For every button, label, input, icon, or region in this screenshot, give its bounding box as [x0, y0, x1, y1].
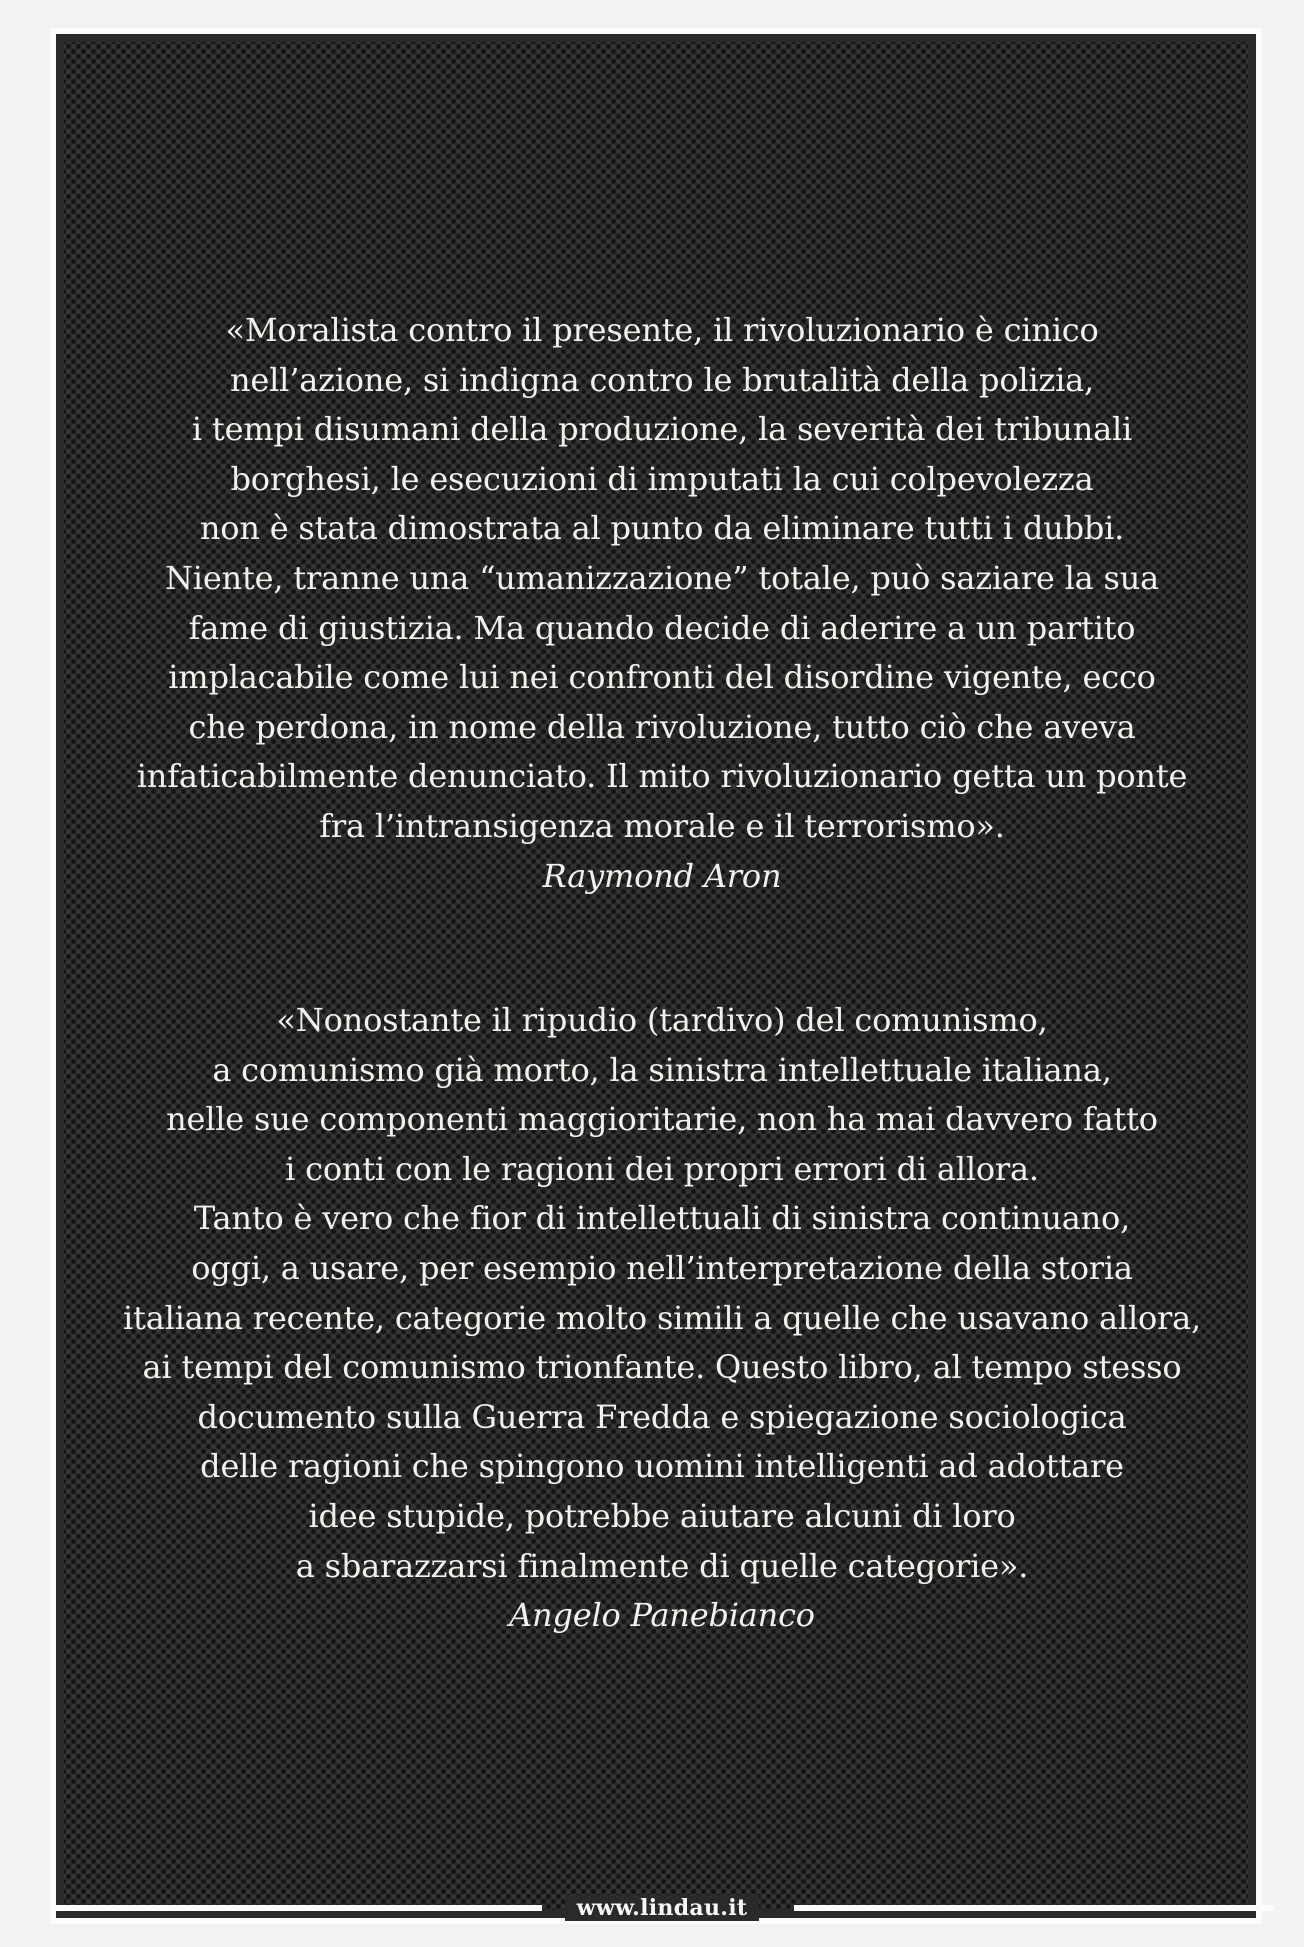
publisher-url: www.lindau.it	[565, 1895, 760, 1921]
quote-line: a comunismo già morto, la sinistra intellettuale italiana,	[212, 1050, 1112, 1089]
dark-panel	[50, 28, 1262, 1924]
quote-line: implacabile come lui nei confronti del disordine vigente, ecco	[168, 658, 1156, 697]
footer-rule-left	[50, 1905, 542, 1911]
quote-line: ai tempi del comunismo trionfante. Questo libro, al tempo stesso	[142, 1348, 1182, 1387]
footer	[56, 1896, 1268, 1920]
quote-line: nell’azione, si indigna contro le brutalità della polizia,	[230, 360, 1094, 399]
quote-line: fame di giustizia. Ma quando decide di aderire a un partito	[188, 608, 1136, 647]
quote-line: i tempi disumani della produzione, la severità dei tribunali	[191, 410, 1133, 449]
quote-line: a sbarazzarsi finalmente di quelle categorie».	[295, 1546, 1029, 1585]
quote-line: nelle sue componenti maggioritarie, non ha mai davvero fatto	[166, 1100, 1158, 1139]
quote-line: fra l’intransigenza morale e il terrorismo».	[319, 806, 1005, 845]
quote-line: i conti con le ragioni dei propri errori di allora.	[285, 1149, 1039, 1188]
quote-line: infaticabilmente denunciato. Il mito rivoluzionario getta un ponte	[136, 757, 1188, 796]
quote-raymond-aron	[56, 306, 1268, 901]
quote-line: italiana recente, categorie molto simili a quelle che usavano allora,	[123, 1298, 1201, 1337]
quote-line: oggi, a usare, per esempio nell’interpretazione della storia	[191, 1248, 1133, 1287]
quote-line: idee stupide, potrebbe aiutare alcuni di loro	[308, 1496, 1016, 1535]
quote-line: Tanto è vero che fior di intellettuali di sinistra continuano,	[193, 1199, 1131, 1238]
quote-line: «Nonostante il ripudio (tardivo) del comunismo,	[276, 1001, 1048, 1039]
quote-line: non è stata dimostrata al punto da eliminare tutti i dubbi.	[199, 509, 1125, 548]
quote-author: Angelo Panebianco	[509, 1596, 815, 1635]
quote-angelo-panebianco	[56, 996, 1268, 1641]
quote-line: borghesi, le esecuzioni di imputati la cui colpevolezza	[230, 459, 1094, 498]
quote-line: Niente, tranne una “umanizzazione” totale, può saziare la sua	[164, 558, 1159, 597]
quote-line: che perdona, in nome della rivoluzione, tutto ciò che aveva	[188, 707, 1136, 746]
quote-author: Raymond Aron	[542, 856, 782, 895]
quote-line: «Moralista contro il presente, il rivoluzionario è cinico	[225, 311, 1099, 349]
quote-line: documento sulla Guerra Fredda e spiegazione sociologica	[197, 1397, 1127, 1436]
quote-line: delle ragioni che spingono uomini intelligenti ad adottare	[200, 1447, 1124, 1486]
footer-rule-right	[794, 1905, 1274, 1911]
